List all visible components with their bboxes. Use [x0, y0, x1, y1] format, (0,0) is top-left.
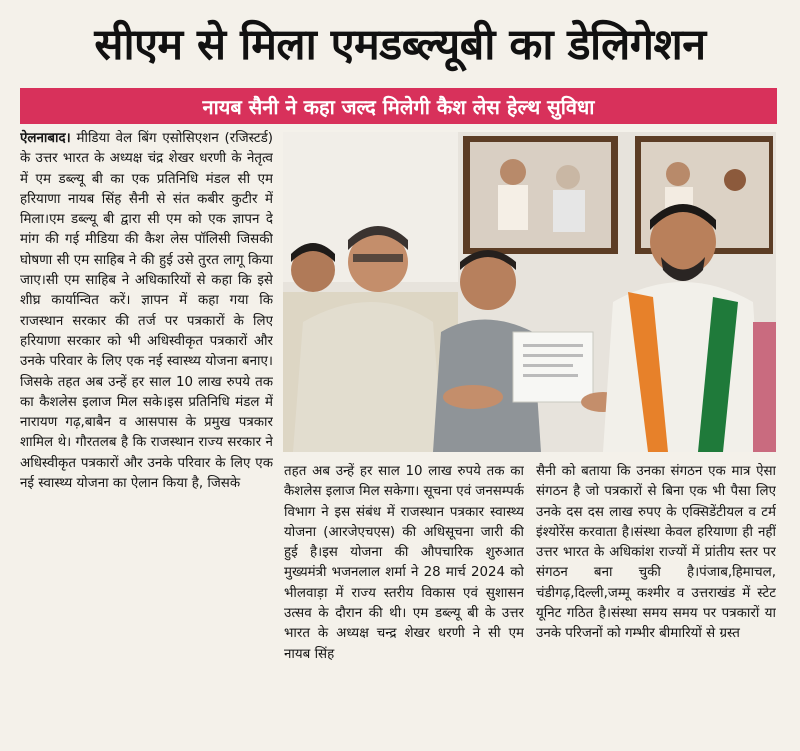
- article-text-1: मीडिया वेल बिंग एसोसिएशन (रजिस्टर्ड) के उत्तर भारत के अध्यक्ष चंद्र शेखर धरणी के नेतृत्व में एम डब्ल्यू बी का एक प्रतिनिधि मंडल सी एम हरियाणा नायब सिंह सैनी से संत कबीर कुटीर में मिला।एम डब्ल्यू बी द्वारा सी एम को एक ज्ञापन दे मांग की गई मीडिया की कैश लेस पॉलिसी जिसकी घोषणा सी एम साहिब ने की हुई उसे तुरत लागू किया जाए।सी एम साहिब ने अधिकारियों से कहा कि इसे शीघ्र कार्यान्वित करें। ज्ञापन में कहा गया कि राजस्थान सरकार की तर्ज पर पत्रकारों के लिए हरियाणा सरकार को भी अधिस्वीकृत पत्रकारों और उनके परिवार के लिए एक नई स्वास्थ्य योजना बनाए।जिसके तहत अब उन्हें हर साल 10 लाख रुपये तक का कैशलेस इलाज मिल सके।इस प्रतिनिधि मंडल में नारायण गढ़,बाबैन व आसपास के प्रमुख पत्रकार शामिल थे। गौरतलब है कि राजस्थान राज्य सरकार ने अधिस्वीकृत पत्रकारों और उनके परिवार के लिए एक नई स्वास्थ्य योजना का ऐलान किया है, जिसके: [20, 131, 273, 492]
- headline: सीएम से मिला एमडब्ल्यूबी का डेलिगेशन: [94, 19, 706, 70]
- news-photo: [283, 132, 776, 452]
- article-column-2: तहत अब उन्हें हर साल 10 लाख रुपये तक का कैशलेस इलाज मिल सकेगा। सूचना एवं जनसम्पर्क विभाग ने इस संबंध में राजस्थान पत्रकार स्वास्थ्य योजना (आरजेएचएस) की अधिसूचना जारी की हुई है।इस योजना की औपचारिक शुरुआत मुख्यमंत्री भजनलाल शर्मा ने 28 मार्च 2024 को भीलवाड़ा में राज्य स्तरीय विकास एवं सुशासन उत्सव के दौरान की थी। एम डब्ल्यू बी के उत्तर भारत के अध्यक्ष चन्द्र शेखर धरणी ने सी एम नायब सिंह: [284, 464, 524, 662]
- article-column-3: सैनी को बताया कि उनका संगठन एक मात्र ऐसा संगठन है जो पत्रकारों से बिना एक भी पैसा लिए उनके दस दस लाख रुपए के एक्सिडेंटीयल व टर्म इंश्योरेंस करवाता है।संस्था केवल हरियाणा ही नहीं उत्तर भारत के अधिकांश राज्यों में प्रांतीय स्तर पर संगठन बना चुकी है।पंजाब,हिमाचल, चंडीगढ़,दिल्ली,जम्मू कश्मीर व उत्तराखंड में स्टेट यूनिट गठित है।संस्था समय समय पर पत्रकारों या उनके परिजनों को गम्भीर बीमारियों से ग्रस्त: [536, 464, 776, 642]
- wall-frame-left: [463, 136, 618, 254]
- article-column-1: [20, 129, 273, 739]
- subheadline-banner: नायब सैनी ने कहा जल्द मिलेगी कैश लेस हेल्थ सुविधा: [20, 88, 777, 124]
- dateline: ऐलनाबाद।: [20, 131, 71, 146]
